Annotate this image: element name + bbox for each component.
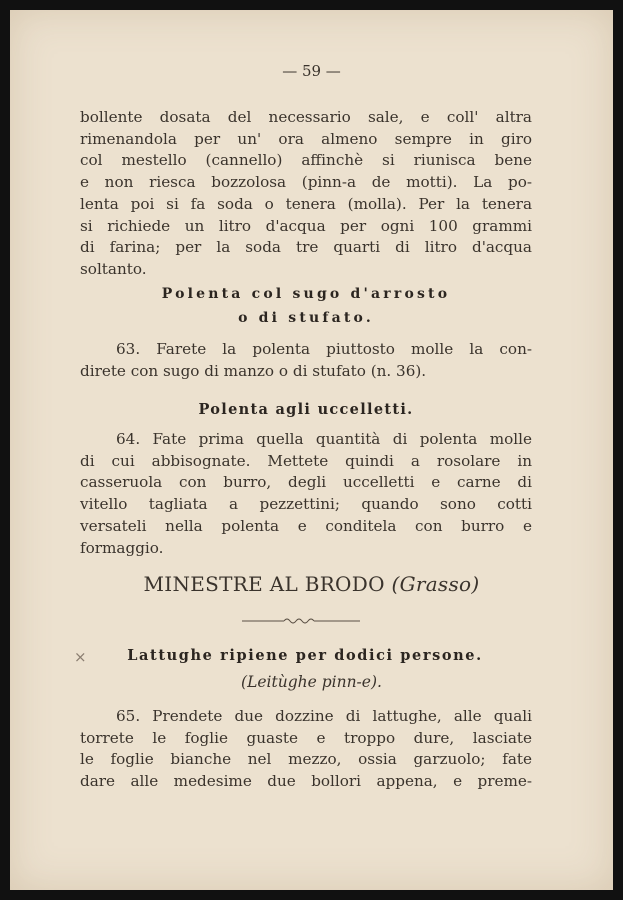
text-line: si richiede un litro d'acqua per ogni 100 grammi bbox=[80, 216, 532, 235]
section-title-main: MINESTRE AL BRODO bbox=[143, 572, 385, 596]
text-line: soltanto. bbox=[80, 259, 147, 278]
text-line: 65. Prendete due dozzine di lattughe, alle quali bbox=[116, 707, 532, 725]
ornament-divider-icon bbox=[242, 614, 360, 626]
text-line: vitello tagliata a pezzettini; quando sono cotti bbox=[80, 495, 532, 514]
text-line: dare alle medesime due bollori appena, e preme- bbox=[80, 772, 532, 791]
text-line: le foglie bianche nel mezzo, ossia garzuolo; fate bbox=[80, 750, 532, 769]
text-line: di cui abbisognate. Mettete quindi a rosolare in bbox=[80, 451, 532, 470]
section-title bbox=[10, 572, 613, 596]
text-line: 63. Farete la polenta piuttosto molle la con- bbox=[116, 340, 532, 358]
text-line: formaggio. bbox=[80, 538, 164, 557]
text-line: 64. Fate prima quella quantità di polenta molle bbox=[116, 430, 532, 448]
section-title-italic: (Grasso) bbox=[391, 572, 480, 596]
text-line: e non riesca bozzolosa (pinn-a de motti). La po- bbox=[80, 173, 532, 192]
text-line: bollente dosata del necessario sale, e coll' altra bbox=[80, 108, 532, 126]
recipe-64-heading bbox=[80, 398, 532, 422]
margin-mark: × bbox=[74, 648, 87, 666]
recipe-65-heading bbox=[90, 644, 520, 668]
paragraph-continuation bbox=[80, 107, 532, 281]
recipe-64-paragraph bbox=[80, 429, 532, 559]
text-line: versateli nella polenta e conditela con burro e bbox=[80, 516, 532, 535]
text-line: rimenandola per un' ora almeno sempre in giro bbox=[80, 129, 532, 148]
text-line: direte con sugo di manzo o di stufato (n. 36). bbox=[80, 361, 427, 380]
recipe-62-heading bbox=[80, 282, 532, 330]
recipe-64-title: Polenta agli uccelletti. bbox=[198, 401, 414, 418]
book-page bbox=[10, 10, 613, 890]
page-number: — 59 — bbox=[282, 62, 341, 80]
text-line: lenta poi si fa soda o tenera (molla). Per la tenera bbox=[80, 194, 532, 213]
text-line: di farina; per la soda tre quarti di litro d'acqua bbox=[80, 238, 532, 257]
recipe-62-title-line2: o di stufato. bbox=[238, 310, 374, 326]
recipe-65-paragraph bbox=[80, 706, 532, 793]
recipe-63-paragraph bbox=[80, 339, 532, 382]
text-line: casseruola con burro, degli uccelletti e carne di bbox=[80, 473, 532, 492]
recipe-65-subtitle: (Leitùghe pinn-e). bbox=[241, 673, 382, 691]
text-line: torrete le foglie guaste e troppo dure, lasciate bbox=[80, 728, 532, 747]
recipe-65-title: Lattughe ripiene per dodici persone. bbox=[127, 647, 483, 664]
recipe-62-title-line1: Polenta col sugo d'arrosto bbox=[161, 286, 451, 302]
text-line: col mestello (cannello) affinchè si riunisca bene bbox=[80, 151, 532, 170]
